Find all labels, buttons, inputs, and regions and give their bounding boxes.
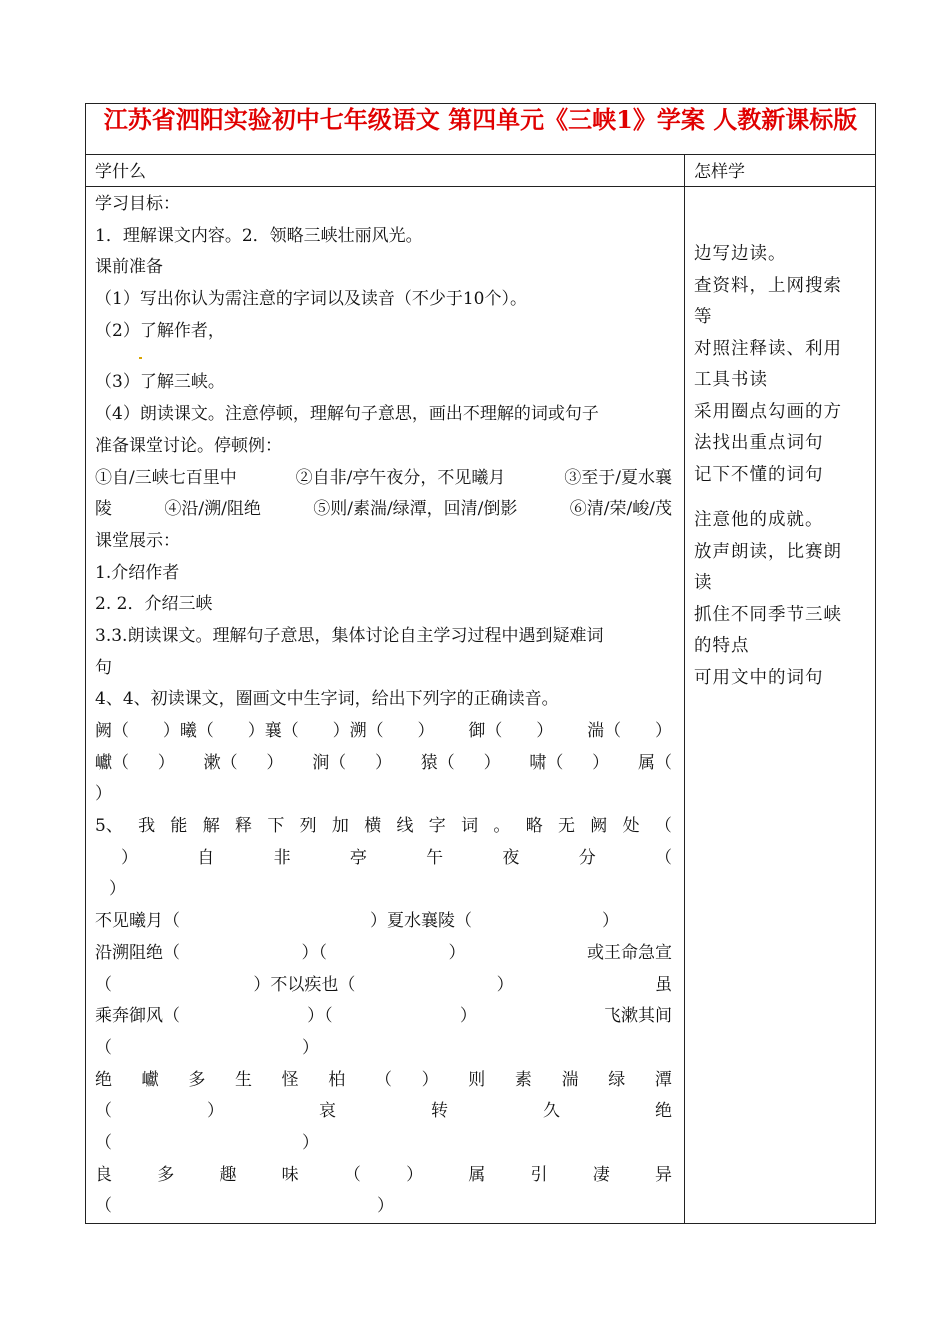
pause-example: 陵 [95, 499, 112, 520]
text-fragment: ） [374, 752, 392, 773]
pause-example: ④沿/溯/阻绝 [164, 499, 261, 520]
text-fragment: （ [654, 816, 672, 837]
text-fragment: ） [417, 721, 435, 741]
text-fragment: 我 [138, 816, 156, 837]
definition-row [95, 1001, 672, 1033]
pause-example: ③至于/夏水襄 [564, 467, 672, 488]
text-fragment: 飞漱其间 [603, 1006, 672, 1027]
show-item: 1.介绍作者 [95, 562, 180, 583]
text-fragment: ） [655, 721, 672, 741]
show-item: 4、4、初读课文，圈画文中生字词，给出下列字的正确读音。 [95, 689, 559, 710]
text-fragment: 柏 [328, 1069, 346, 1090]
text-fragment: 列 [299, 816, 317, 837]
study-guide [85, 103, 875, 1224]
text-fragment: （ [95, 1196, 112, 1217]
tip-line: 可用文中的词句 [694, 667, 824, 688]
header-how: 怎样学 [685, 155, 876, 187]
text-fragment: 处 [622, 816, 640, 837]
text-fragment: ） [448, 942, 466, 963]
show-item: 句 [95, 657, 112, 678]
content-column [86, 187, 685, 1224]
show-item: 2. 2．介绍三峡 [95, 594, 213, 615]
text-fragment: 字 [428, 816, 446, 837]
prep-item: （3）了解三峡。 [95, 372, 225, 393]
text-fragment: 素 [514, 1069, 532, 1090]
tip-line: 的特点 [694, 636, 750, 656]
text-fragment: ） [121, 847, 138, 868]
q5-row [95, 811, 672, 843]
tip-line: 法找出重点词句 [694, 433, 824, 453]
text-fragment: ）溯（ [332, 721, 384, 741]
text-fragment: ） [302, 1037, 319, 1058]
text-fragment: 湍（ [587, 721, 622, 741]
tip-line: 对照注释读、利用 [694, 338, 842, 359]
pause-example: ⑤则/素湍/绿潭，回清/倒影 [313, 499, 518, 520]
chars-row [95, 716, 672, 748]
prep-item: 准备课堂讨论。停顿例： [95, 435, 282, 456]
text-fragment: 自 [197, 847, 215, 868]
text-fragment: ） [377, 1196, 394, 1217]
tip-line: 读 [694, 573, 713, 593]
mark [139, 357, 142, 359]
tip-line: 放声朗读，比赛朗 [694, 541, 842, 562]
text-fragment: 久 [543, 1101, 560, 1122]
prep-item: （2）了解作者， [95, 320, 225, 341]
text-fragment: ）（ [307, 1006, 333, 1027]
text-fragment: 5、 [95, 816, 123, 837]
text-fragment: ） [266, 752, 284, 773]
text-fragment: 分 [578, 847, 596, 868]
text-fragment: 解 [202, 816, 220, 837]
text-fragment: ）曦（ [162, 721, 214, 741]
page-title: 江苏省泗阳实验初中七年级语文 第四单元《三峡1》学案 人教新课标版 [86, 104, 876, 155]
prep-heading: 课前准备 [95, 257, 163, 278]
pause-row [95, 463, 672, 495]
chars-row: ） [95, 784, 112, 805]
text-fragment: 不见曦月（ [95, 911, 180, 932]
text-fragment: 横 [364, 816, 382, 837]
text-fragment: （ [95, 1037, 112, 1058]
text-fragment: 趣 [219, 1164, 237, 1185]
definition-row [95, 1065, 672, 1097]
goals-heading: 学习目标： [95, 194, 180, 214]
text-fragment: 阙 [590, 816, 608, 837]
pause-example: ②自非/亭午夜分，不见曦月 [295, 467, 506, 488]
text-fragment: 绿 [608, 1069, 626, 1090]
spacer [694, 491, 867, 505]
text-fragment: 巘（ [95, 752, 129, 773]
text-fragment: 午 [426, 847, 444, 868]
tip-line: 采用圈点勾画的方 [694, 401, 842, 422]
text-fragment: 下 [267, 816, 285, 837]
definition-row [95, 1033, 672, 1065]
text-fragment: 凄 [592, 1164, 610, 1185]
text-fragment: 绝 [95, 1069, 112, 1090]
text-fragment: 引 [530, 1164, 548, 1185]
pause-example: ⑥清/荣/峻/茂 [569, 499, 672, 520]
text-fragment: （ [654, 847, 672, 868]
definition-row [95, 1191, 672, 1223]
chars-row [95, 748, 672, 780]
tip-line: 边写边读。 [694, 244, 787, 264]
text-fragment: 线 [396, 816, 414, 837]
text-fragment: （ [374, 1069, 392, 1090]
text-fragment: 虽 [654, 974, 672, 995]
text-fragment: 味 [281, 1164, 299, 1185]
text-fragment: ） [207, 1101, 224, 1122]
definition-row [95, 906, 672, 938]
pause-example: ①自/三峡七百里中 [95, 467, 237, 488]
text-fragment: ） [592, 752, 610, 773]
study-table [85, 103, 876, 1224]
text-fragment: 御（ [468, 721, 503, 741]
text-fragment: ） [602, 911, 619, 932]
text-fragment: 转 [431, 1101, 448, 1122]
text-fragment: 绝 [655, 1101, 672, 1122]
text-fragment: 湍 [561, 1069, 579, 1090]
text-fragment: 属 [468, 1164, 486, 1185]
text-fragment: ） [421, 1069, 439, 1090]
text-fragment: 词 [461, 816, 479, 837]
show-heading: 课堂展示： [95, 530, 180, 551]
text-fragment: 亭 [349, 847, 367, 868]
text-fragment: 非 [273, 847, 291, 868]
show-item: 3.3.朗读课文。理解句子意思，集体讨论自主学习过程中遇到疑难词 [95, 625, 604, 646]
text-fragment: ） [483, 752, 501, 773]
tip-line: 等 [694, 307, 713, 327]
text-fragment: ）夏水襄陵（ [370, 911, 472, 932]
text-fragment: ） [406, 1164, 424, 1185]
text-fragment: （ [95, 1101, 112, 1122]
text-fragment: 或王命急宣 [587, 942, 672, 963]
goals-text: 1．理解课文内容。2．领略三峡壮丽风光。 [95, 225, 423, 246]
text-fragment: ） [496, 974, 514, 995]
text-fragment: 多 [188, 1069, 206, 1090]
text-fragment: 能 [170, 816, 188, 837]
text-fragment: ）（ [301, 942, 327, 963]
definition-row [95, 1128, 672, 1160]
definition-row [95, 938, 672, 970]
text-fragment: ） [459, 1006, 477, 1027]
text-fragment: （ [95, 974, 112, 995]
text-fragment: 乘奔御风（ [95, 1006, 180, 1027]
text-fragment: 则 [468, 1069, 486, 1090]
text-fragment: 多 [157, 1164, 175, 1185]
q5-row: ） [109, 879, 126, 900]
tip-line: 工具书读 [694, 370, 768, 390]
text-fragment: ） [536, 721, 554, 741]
definition-rows [95, 906, 672, 1223]
text-fragment: 潭 [654, 1069, 672, 1090]
text-fragment: （ [343, 1164, 361, 1185]
text-fragment: 夜 [502, 847, 520, 868]
text-fragment: 涧（ [312, 752, 347, 773]
definition-row [95, 970, 672, 1002]
text-fragment: 怪 [281, 1069, 299, 1090]
text-fragment: 猿（ [420, 752, 455, 773]
text-fragment: 略 [525, 816, 543, 837]
prep-item: （4）朗读课文。注意停顿，理解句子意思，画出不理解的词或句子 [95, 404, 599, 425]
prep-item: （1）写出你认为需注意的字词以及读音（不少于10个）。 [95, 289, 527, 310]
text-fragment: 属（ [637, 752, 672, 773]
text-fragment: 良 [95, 1164, 112, 1185]
text-fragment: ）襄（ [247, 721, 299, 741]
q5-row [95, 843, 672, 875]
text-fragment: （ [95, 1132, 112, 1153]
text-fragment: 巘 [141, 1069, 159, 1090]
text-fragment: ） [302, 1132, 319, 1153]
spacer [95, 347, 672, 367]
text-fragment: 漱（ [203, 752, 238, 773]
pause-row [95, 494, 672, 526]
text-fragment: 阙（ [95, 721, 129, 741]
tip-line: 注意他的成就。 [694, 510, 824, 530]
definition-row [95, 1096, 672, 1128]
definition-row [95, 1160, 672, 1192]
text-fragment: ）不以疾也（ [253, 974, 356, 995]
text-fragment: 释 [235, 816, 253, 837]
text-fragment: 沿溯阻绝（ [95, 942, 180, 963]
text-fragment: 哀 [319, 1101, 336, 1122]
text-fragment: 生 [234, 1069, 252, 1090]
text-fragment: 加 [331, 816, 349, 837]
text-fragment: 异 [654, 1164, 672, 1185]
header-what: 学什么 [86, 155, 685, 187]
text-fragment: 无 [557, 816, 575, 837]
text-fragment: 啸（ [529, 752, 564, 773]
tip-line: 记下不懂的词句 [694, 464, 824, 485]
text-fragment: 。 [493, 816, 511, 837]
text-fragment: ） [157, 752, 175, 773]
tip-line: 查资料，上网搜索 [694, 275, 842, 296]
tip-line: 抓住不同季节三峡 [694, 604, 842, 625]
method-column [685, 187, 876, 1224]
